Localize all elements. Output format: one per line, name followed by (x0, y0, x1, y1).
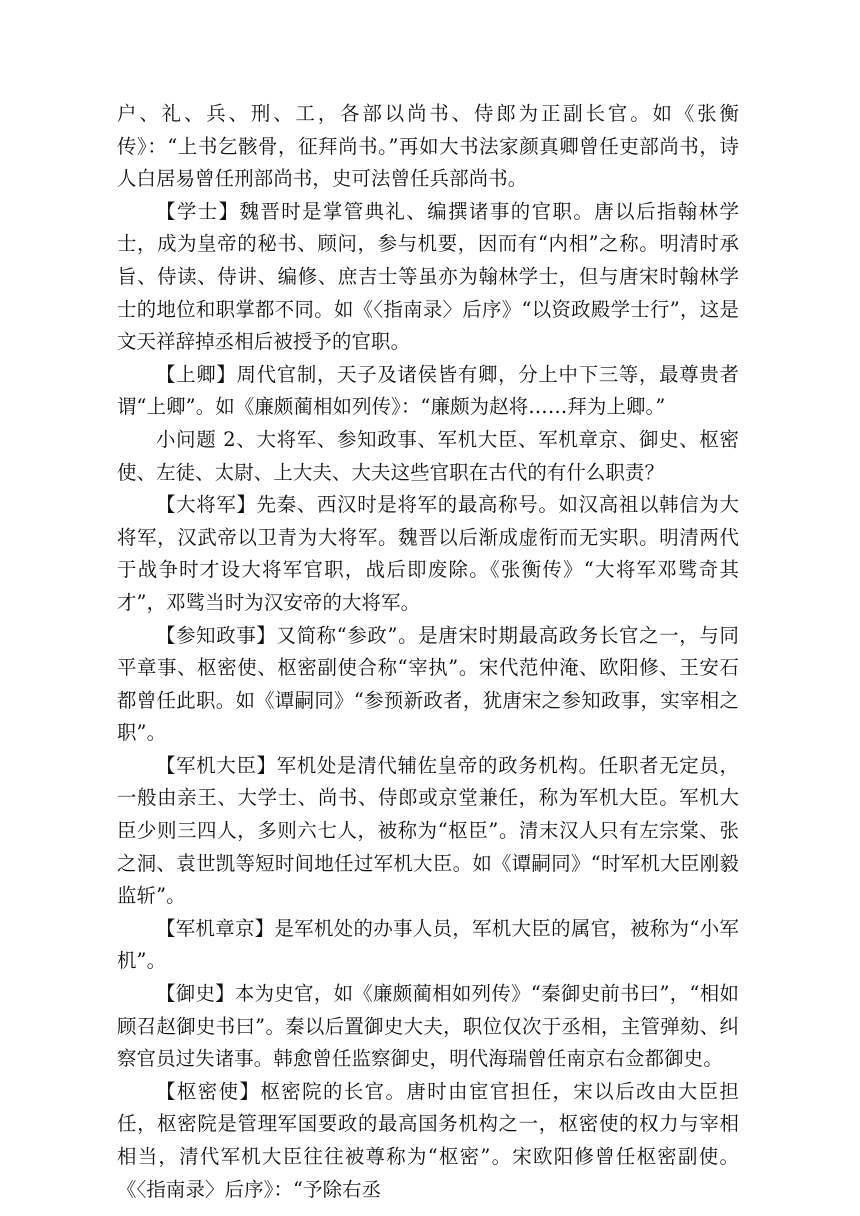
paragraph-question-2: 小问题 2、大将军、参知政事、军机大臣、军机章京、御史、枢密使、左徒、太尉、上大夫、大夫这些官职在古代的有什么职责？ (117, 427, 739, 484)
paragraph-junjidachen: 【军机大臣】军机处是清代辅佐皇帝的政务机构。任职者无定员，一般由亲王、大学士、尚书、侍郎或京堂兼任，称为军机大臣。军机大臣少则三四人，多则六七人，被称为“枢臣”。清末汉人只有左宗棠、张之洞、袁世凯等短时间地任过军机大臣。如《谭嗣同》“时军机大臣刚毅监斩”。 (117, 753, 739, 908)
paragraph-canzhizhengshi: 【参知政事】又简称“参政”。是唐宋时期最高政务长官之一，与同平章事、枢密使、枢密副使合称“宰执”。宋代范仲淹、欧阳修、王安石都曾任此职。如《谭嗣同》“参预新政者，犹唐宋之参知政事，实宰相之职”。 (117, 623, 739, 745)
paragraph-ministries: 户、礼、兵、刑、工，各部以尚书、侍郎为正副长官。如《张衡传》：“上书乞骸骨，征拜尚书。”再如大书法家颜真卿曾任吏部尚书，诗人白居易曾任刑部尚书，史可法曾任兵部尚书。 (117, 102, 739, 191)
paragraph-shumishi: 【枢密使】枢密院的长官。唐时由宦官担任，宋以后改由大臣担任，枢密院是管理军国要政的最高国务机构之一，枢密使的权力与宰相相当，清代军机大臣往往被尊称为“枢密”。宋欧阳修曾任枢密副使。《〈指南录〉后序》：“予除右丞 (117, 1079, 739, 1201)
paragraph-shangqing: 【上卿】周代官制，天子及诸侯皆有卿，分上中下三等，最尊贵者谓“上卿”。如《廉颇蔺相如列传》：“廉颇为赵将……拜为上卿。” (117, 362, 739, 419)
document-page (117, 98, 739, 1206)
paragraph-yushi: 【御史】本为史官，如《廉颇蔺相如列传》“秦御史前书曰”，“相如顾召赵御史书曰”。秦以后置御史大夫，职位仅次于丞相，主管弹劾、纠察官员过失诸事。韩愈曾任监察御史，明代海瑞曾任南京右佥都御史。 (117, 982, 739, 1071)
paragraph-dajiangjun: 【大将军】先秦、西汉时是将军的最高称号。如汉高祖以韩信为大将军，汉武帝以卫青为大将军。魏晋以后渐成虚衔而无实职。明清两代于战争时才设大将军官职，战后即废除。《张衡传》“大将军邓骘奇其才”，邓骘当时为汉安帝的大将军。 (117, 493, 739, 614)
paragraph-xueshi: 【学士】魏晋时是掌管典礼、编撰诸事的官职。唐以后指翰林学士，成为皇帝的秘书、顾问，参与机要，因而有“内相”之称。明清时承旨、侍读、侍讲、编修、庶吉士等虽亦为翰林学士，但与唐宋时翰林学士的地位和职掌都不同。如《〈指南录〉后序》“以资政殿学士行”，这是文天祥辞掉丞相后被授予的官职。 (117, 199, 739, 354)
paragraph-junjizhangjing: 【军机章京】是军机处的办事人员，军机大臣的属官，被称为“小军机”。 (117, 916, 739, 973)
